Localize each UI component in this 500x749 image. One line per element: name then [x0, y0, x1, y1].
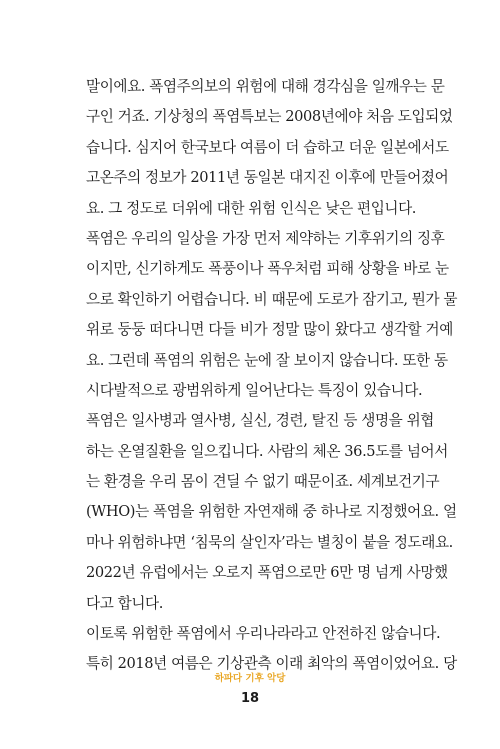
text-line: 이토록 위험한 폭염에서 우리나라라고 안전하진 않습니다. — [86, 625, 441, 643]
text-line: 이지만, 신기하게도 폭풍이나 폭우처럼 피해 상황을 바로 눈 — [86, 260, 449, 278]
text-line: 폭염은 일사병과 열사병, 실신, 경련, 탈진 등 생명을 위협 — [86, 412, 434, 430]
text-line: 시다발적으로 광범위하게 일어난다는 특징이 있습니다. — [86, 381, 423, 399]
text-line: 습니다. 심지어 한국보다 여름이 더 습하고 더운 일본에서도 — [86, 138, 449, 156]
text-line: 2022년 유럽에서는 오로지 폭염으로만 6만 명 넘게 사망했 — [86, 564, 448, 582]
text-line: 특히 2018년 여름은 기상관측 이래 최악의 폭염이었어요. 당 — [86, 655, 457, 673]
text-line: 하는 온열질환을 일으킵니다. 사람의 체온 36.5도를 넘어서 — [86, 442, 448, 460]
text-line: 말이에요. 폭염주의보의 위험에 대해 경각심을 일깨우는 문 — [86, 78, 445, 95]
text-line: 으로 확인하기 어렵습니다. 비 때문에 도로가 잠기고, 뭔가 물 — [86, 290, 458, 308]
text-line: 요. 그런데 폭염의 위험은 눈에 잘 보이지 않습니다. 또한 동 — [86, 351, 448, 369]
running-title: 하파다 기후 악당 — [214, 673, 286, 684]
text-line: 는 환경을 우리 몸이 견딜 수 없기 때문이죠. 세계보건기구 — [86, 473, 440, 491]
text-line: 요. 그 정도로 더위에 대한 위험 인식은 낮은 편입니다. — [86, 199, 417, 217]
text-line: 마나 위험하냐면 ‘침묵의 살인자’라는 별칭이 붙을 정도래요. — [86, 533, 453, 551]
text-line: 고온주의 정보가 2011년 동일본 대지진 이후에 만들어졌어 — [86, 169, 449, 187]
text-line: 폭염은 우리의 일상을 가장 먼저 제약하는 기후위기의 징후 — [86, 229, 445, 247]
body-text — [86, 72, 458, 680]
text-line: (WHO)는 폭염을 위험한 자연재해 중 하나로 지정했어요. 얼 — [86, 503, 457, 521]
text-line: 다고 합니다. — [86, 594, 163, 612]
page-number: 18 — [240, 691, 260, 706]
text-line: 구인 거죠. 기상청의 폭염특보는 2008년에야 처음 도입되었 — [86, 108, 453, 126]
text-line: 위로 둥둥 떠다니면 다들 비가 정말 많이 왔다고 생각할 거예 — [86, 321, 453, 339]
